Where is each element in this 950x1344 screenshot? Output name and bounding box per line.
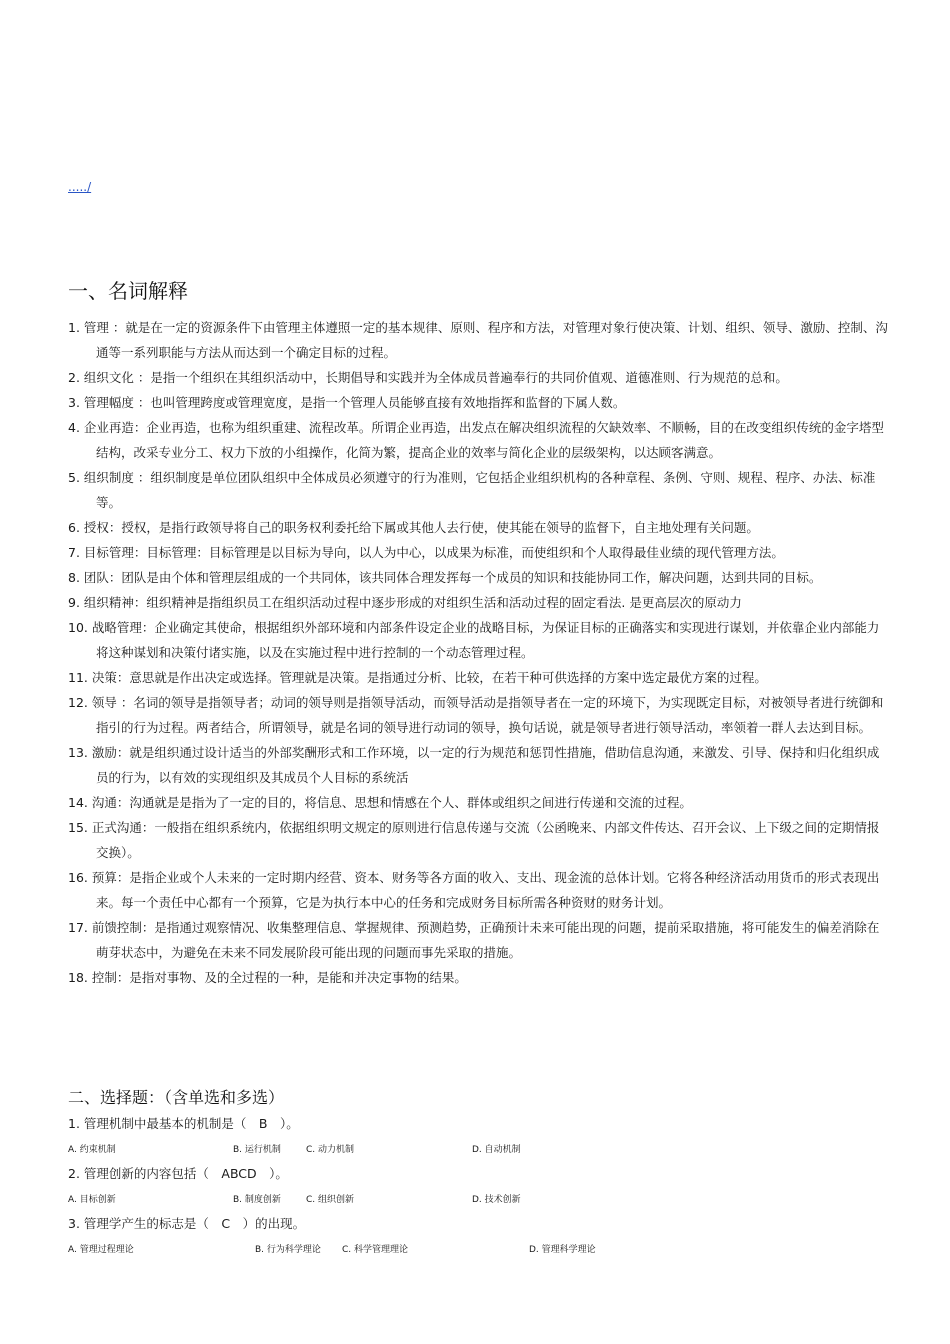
option-a: A. 约束机制	[68, 1145, 116, 1155]
option-d: D. 自动机制	[472, 1145, 521, 1155]
option-d: D. 管理科学理论	[529, 1245, 596, 1255]
section-title-definitions: 一、名词解释	[68, 279, 188, 303]
definition-item: 15. 正式沟通：一般指在组织系统内，依据组织明文规定的原则进行信息传递与交流（公函晚来、内部文件传达、召开会议、上下级之间的定期情报交换）。	[68, 820, 880, 860]
question-text: 1. 管理机制中最基本的机制是（ B ）。	[68, 1116, 299, 1131]
option-b: B. 制度创新	[233, 1195, 281, 1205]
option-c: C. 科学管理理论	[342, 1245, 409, 1255]
definition-item: 5. 组织制度 ：组织制度是单位团队组织中全体成员必须遵守的行为准则，它包括企业组织机构的各种章程、条例、守则、规程、程序、办法、标准等。	[68, 470, 876, 510]
option-b: B. 运行机制	[233, 1145, 281, 1155]
definition-item: 10. 战略管理：企业确定其使命，根据组织外部环境和内部条件设定企业的战略目标，为保证目标的正确落实和实现进行谋划，并依靠企业内部能力将这种谋划和决策付诸实施，以及在实施过程中进行控制的一个动态管理过程。	[68, 620, 880, 660]
question-text: 3. 管理学产生的标志是（ C ）的出现。	[68, 1216, 306, 1231]
option-a: A. 管理过程理论	[68, 1245, 134, 1255]
definition-item: 7. 目标管理：目标管理：目标管理是以目标为导向，以人为中心，以成果为标准，而使组织和个人取得最佳业绩的现代管理方法。	[68, 545, 784, 560]
option-a: A. 目标创新	[68, 1195, 116, 1205]
definition-item: 17. 前馈控制：是指通过观察情况、收集整理信息、掌握规律、预测趋势，正确预计未来可能出现的问题，提前采取措施，将可能发生的偏差消除在萌芽状态中，为避免在未来不同发展阶段可能出现的问题而事先采取的措施。	[68, 920, 880, 960]
definition-item: 14. 沟通：沟通就是是指为了一定的目的，将信息、思想和情感在个人、群体或组织之间进行传递和交流的过程。	[68, 795, 692, 810]
definition-item: 13. 激励：就是组织通过设计适当的外部奖酬形式和工作环境，以一定的行为规范和惩罚性措施，借助信息沟通，来激发、引导、保持和归化组织成员的行为，以有效的实现组织及其成员个人目标的系统活	[68, 745, 880, 785]
option-b: B. 行为科学理论	[255, 1245, 321, 1255]
definition-item: 9. 组织精神：组织精神是指组织员工在组织活动过程中逐步形成的对组织生活和活动过程的固定看法. 是更高层次的原动力	[68, 595, 742, 610]
definition-item: 1. 管理 ：就是在一定的资源条件下由管理主体遵照一定的基本规律、原则、程序和方法，对管理对象行使决策、计划、组织、领导、激励、控制、沟通等一系列职能与方法从而达到一个确定目标的过程。	[68, 320, 888, 360]
definition-item: 11. 决策：意思就是作出决定或选择。管理就是决策。是指通过分析、比较，在若干种可供选择的方案中选定最优方案的过程。	[68, 670, 767, 685]
definition-item: 12. 领导 ：名词的领导是指领导者；动词的领导则是指领导活动，而领导活动是指领导者在一定的环境下，为实现既定目标，对被领导者进行统御和指引的行为过程。两者结合，所谓领导，就是名词的领导进行动词的领导，换句话说，就是领导者进行领导活动，率领着一群人去达到目标。	[68, 695, 884, 735]
definitions-list	[68, 315, 890, 990]
question-options	[68, 1136, 890, 1161]
option-d: D. 技术创新	[472, 1195, 521, 1205]
definition-item: 8. 团队：团队是由个体和管理层组成的一个共同体，该共同体合理发挥每一个成员的知识和技能协同工作，解决问题，达到共同的目标。	[68, 570, 822, 585]
definition-item: 2. 组织文化 ：是指一个组织在其组织活动中，长期倡导和实践并为全体成员普遍奉行的共同价值观、道德准则、行为规范的总和。	[68, 370, 788, 385]
question-text: 2. 管理创新的内容包括（ ABCD ）。	[68, 1166, 288, 1181]
section-title-choice-questions: 二、选择题：（含单选和多选）	[68, 1088, 285, 1107]
questions-list	[68, 1111, 890, 1261]
definition-item: 6. 授权：授权，是指行政领导将自己的职务权利委托给下属或其他人去行使，使其能在领导的监督下，自主地处理有关问题。	[68, 520, 759, 535]
option-c: C. 动力机制	[306, 1145, 355, 1155]
question-options	[68, 1236, 890, 1261]
definition-item: 3. 管理幅度 ：也叫管理跨度或管理宽度，是指一个管理人员能够直接有效地指挥和监督的下属人数。	[68, 395, 626, 410]
definition-item: 18. 控制：是指对事物、及的全过程的一种，是能和并决定事物的结果。	[68, 970, 467, 985]
question-options	[68, 1186, 890, 1211]
definition-item: 4. 企业再造：企业再造，也称为组织重建、流程改革。所谓企业再造，出发点在解决组织流程的欠缺效率、不顺畅，目的在改变组织传统的金字塔型结构，改采专业分工、权力下放的小组操作，化简为繁，提高企业的效率与简化企业的层级架构，以达顾客满意。	[68, 420, 884, 460]
document-link[interactable]: ...../	[68, 180, 92, 194]
definition-item: 16. 预算：是指企业或个人未来的一定时期内经营、资本、财务等各方面的收入、支出、现金流的总体计划。它将各种经济活动用货币的形式表现出来。每一个责任中心都有一个预算，它是为执行本中心的任务和完成财务目标所需各种资财的财务计划。	[68, 870, 880, 910]
option-c: C. 组织创新	[306, 1195, 355, 1205]
